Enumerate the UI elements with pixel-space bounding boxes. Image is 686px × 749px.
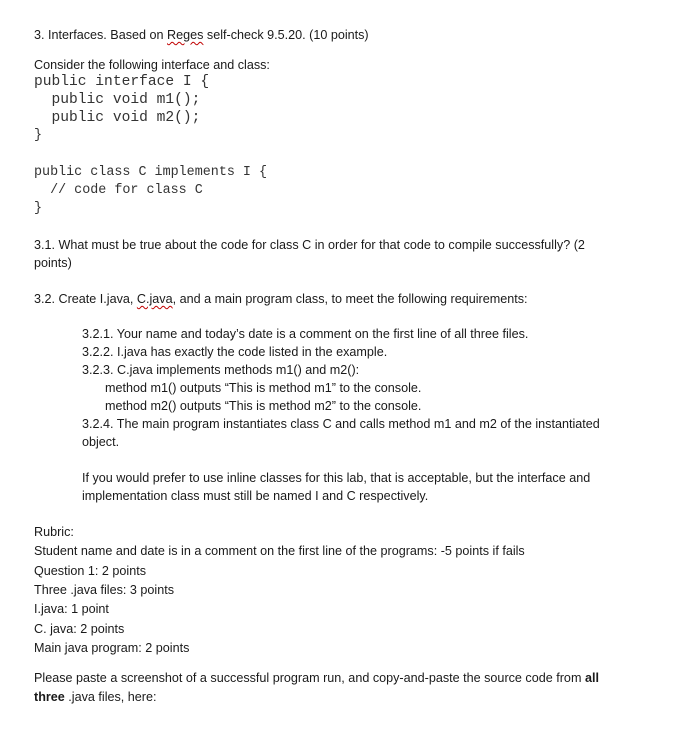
code-line: } bbox=[34, 128, 43, 143]
question-3-2-intro: 3.2. Create I.java, C.java, and a main program class, to meet the following requirements: bbox=[34, 292, 528, 306]
requirement-3-2-4-line2: object. bbox=[82, 435, 120, 449]
requirement-3-2-3-m1: method m1() outputs “This is method m1” to the console. bbox=[105, 381, 422, 395]
code-line: public void m2(); bbox=[34, 110, 201, 126]
closing-instruction-line2: three .java files, here: bbox=[34, 690, 157, 704]
closing-instruction-line1: Please paste a screenshot of a successful program run, and copy-and-paste the source code from all bbox=[34, 671, 599, 685]
rubric-item: Question 1: 2 points bbox=[34, 564, 147, 578]
code-line: public interface I { bbox=[34, 74, 210, 90]
rubric-title: Rubric: bbox=[34, 525, 74, 539]
requirement-3-2-3: 3.2.3. C.java implements methods m1() and m2(): bbox=[82, 363, 360, 377]
rubric-item: I.java: 1 point bbox=[34, 602, 109, 616]
question-3-1-line2: points) bbox=[34, 256, 72, 270]
code-line: public void m1(); bbox=[34, 92, 201, 108]
requirement-3-2-1: 3.2.1. Your name and today’s date is a comment on the first line of all three files. bbox=[82, 327, 529, 341]
intro-text: Consider the following interface and class: bbox=[34, 58, 270, 72]
requirement-3-2-4-line1: 3.2.4. The main program instantiates class C and calls method m1 and m2 of the instantiated bbox=[82, 417, 600, 431]
rubric-item: C. java: 2 points bbox=[34, 622, 125, 636]
rubric-item: Three .java files: 3 points bbox=[34, 583, 175, 597]
cjava-reference: C.java bbox=[136, 292, 173, 306]
code-line: } bbox=[34, 201, 43, 216]
question-3-1-line1: 3.1. What must be true about the code for class C in order for that code to compile successfully? (2 bbox=[34, 238, 585, 252]
code-line: // code for class C bbox=[34, 183, 203, 198]
rubric-item: Main java program: 2 points bbox=[34, 641, 190, 655]
question-heading: 3. Interfaces. Based on Reges self-check 9.5.20. (10 points) bbox=[34, 28, 369, 42]
requirement-3-2-2: 3.2.2. I.java has exactly the code listed in the example. bbox=[82, 345, 388, 359]
inline-classes-note-line1: If you would prefer to use inline classes for this lab, that is acceptable, but the interface and bbox=[82, 471, 591, 485]
reges-reference: Reges bbox=[167, 28, 204, 42]
rubric-item: Student name and date is in a comment on the first line of the programs: -5 points if fails bbox=[34, 544, 525, 558]
requirement-3-2-3-m2: method m2() outputs “This is method m2” to the console. bbox=[105, 399, 422, 413]
inline-classes-note-line2: implementation class must still be named I and C respectively. bbox=[82, 489, 429, 503]
code-line: public class C implements I { bbox=[34, 165, 268, 180]
